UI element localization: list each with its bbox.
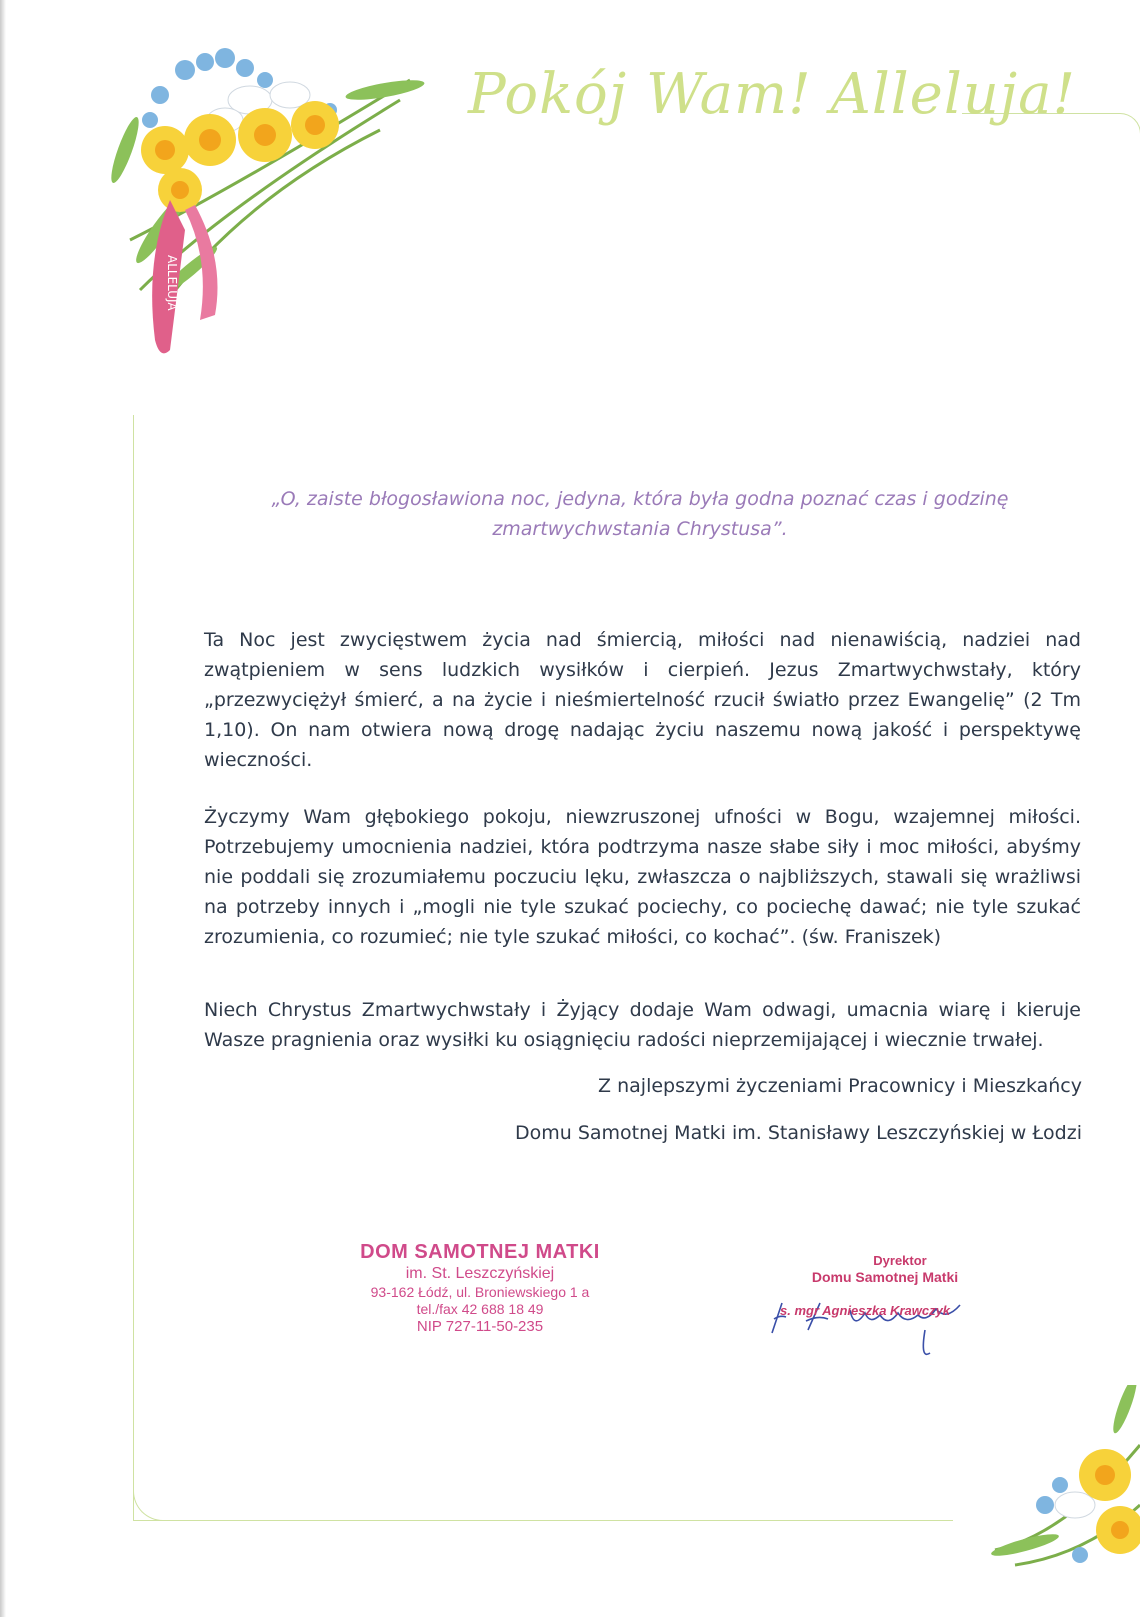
stamp-org-address: 93-162 Łódź, ul. Broniewskiego 1 a xyxy=(370,1284,590,1300)
frame-bottom-line xyxy=(133,1520,953,1521)
stamp-org-nip: NIP 727-11-50-235 xyxy=(416,1318,544,1335)
stamp-org-patron: im. St. Leszczyńskiej xyxy=(405,1265,555,1282)
greeting-title: Pokój Wam! Alleluja! xyxy=(468,62,1077,127)
quote-line-2: zmartwychwstania Chrystusa”. xyxy=(492,518,788,540)
stamp-director-person: s. mgr Agnieszka Krawczyk xyxy=(780,1303,951,1318)
closing-wishes: Z najlepszymi życzeniami Pracownicy i Mieszkańcy xyxy=(598,1075,1082,1097)
daffodil-bouquet-illustration xyxy=(100,40,430,380)
closing-sender: Domu Samotnej Matki im. Stanisławy Leszczyńskiej w Łodzi xyxy=(515,1122,1082,1144)
ribbon-text: ALLELUJA xyxy=(165,255,179,311)
stamp-director-org: Domu Samotnej Matki xyxy=(811,1269,959,1285)
stamp-org-name: DOM SAMOTNEJ MATKI xyxy=(360,1241,600,1263)
paragraph-2: Życzymy Wam głębokiego pokoju, niewzruszonej ufności w Bogu, wzajemnej miłości. Potrzebujemy umocnienia nadziei, która podtrzyma nasze słabe siły i moc miłości, abyśmy nie poddali się zrozumiałemu poczuciu lęku, zwłaszcza o najbliższych, stawali się wrażliwsi na potrzeby innych i „mogli nie tyle szukać pociechy, co pociechę dawać; nie tyle szukać zrozumienia, co rozumieć; nie tyle szukać miłości, co kochać”. (św. Franiszek) xyxy=(204,806,1081,948)
stamp-director-role: Dyrektor xyxy=(873,1253,927,1268)
easter-quote xyxy=(190,484,1090,544)
paragraph-3: Niech Chrystus Zmartwychwstały i Żyjący dodaje Wam odwagi, umacnia wiarę i kieruje Wasze pragnienia oraz wysiłki ku osiągnięciu radości nieprzemijającej i wiecznie trwałej. xyxy=(204,999,1081,1051)
stamp-org-phone: tel./fax 42 688 18 49 xyxy=(416,1301,544,1317)
quote-line-1: „O, zaiste błogosławiona noc, jedyna, która była godna poznać czas i godzinę xyxy=(271,488,1009,510)
frame-bottom-corner xyxy=(133,1490,164,1521)
director-stamp xyxy=(770,1254,1000,1320)
frame-left-line xyxy=(133,415,134,1520)
paragraph-1: Ta Noc jest zwycięstwem życia nad śmiercią, miłości nad nienawiścią, nadziei nad zwątpieniem w sens ludzkich wysiłków i cierpień. Jezus Zmartwychwstały, który „przezwyciężył śmierć, a na życie i nieśmiertelność rzucił światło przez Ewangelię” (2 Tm 1,10). On nam otwiera nową drogę nadając życiu naszemu nową jakość i perspektywę wieczności. xyxy=(204,629,1081,771)
page-edge xyxy=(0,0,6,1617)
organization-stamp xyxy=(340,1240,620,1336)
daffodil-corner-illustration xyxy=(985,1385,1140,1590)
